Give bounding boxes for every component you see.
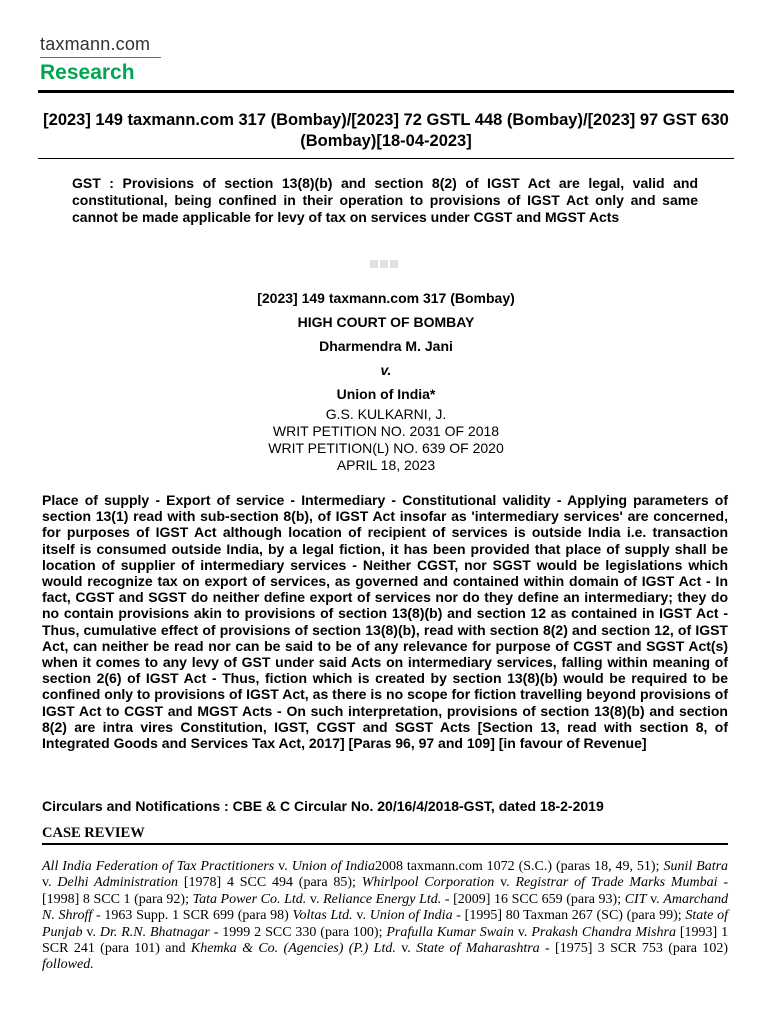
review-versus: v. bbox=[500, 875, 510, 891]
review-party-a: Sunil Batra bbox=[663, 859, 729, 874]
headnote: GST : Provisions of section 13(8)(b) and section 8(2) of IGST Act are legal, valid and constitutional, being confined in their operation to provisions of IGST Act only and same cannot be made applicable for levy of tax on services under CGST and MGST Acts bbox=[72, 175, 698, 225]
review-party-b: Union of India bbox=[291, 859, 375, 874]
review-versus: v. bbox=[356, 908, 366, 924]
review-party-a: State of Punjab bbox=[42, 908, 729, 940]
case-review-heading: CASE REVIEW bbox=[42, 825, 145, 841]
review-citation: - 1999 2 SCC 330 (para 100); bbox=[213, 924, 383, 940]
versus-label: v. bbox=[380, 362, 392, 378]
review-party-a: Khemka & Co. (Agencies) (P.) Ltd. bbox=[190, 941, 396, 957]
logo-section: Research bbox=[40, 61, 135, 84]
review-citation: - [1975] 3 SCR 753 (para 102) bbox=[545, 941, 729, 957]
review-citation: - [1998] 8 SCC 1 (para 92); bbox=[42, 875, 729, 907]
review-versus: v. bbox=[42, 875, 52, 891]
writ-petition-1: WRIT PETITION NO. 2031 OF 2018 bbox=[272, 423, 500, 439]
review-citation: [1993] 1 SCR 241 (para 101) and bbox=[42, 924, 729, 957]
review-party-b: Reliance Energy Ltd. bbox=[323, 891, 442, 907]
review-party-b: Prakash Chandra Mishra bbox=[531, 924, 676, 940]
circulars-notifications: Circulars and Notifications : CBE & C Circular No. 20/16/4/2018-GST, dated 18-2-2019 bbox=[42, 798, 604, 814]
review-citation: - [1995] 80 Taxman 267 (SC) (para 99); bbox=[456, 908, 682, 924]
review-versus: v. bbox=[309, 891, 320, 907]
taxmann-logo[interactable] bbox=[40, 34, 161, 86]
review-party-b: Delhi Administration bbox=[57, 875, 179, 891]
judge-name: G.S. KULKARNI, J. bbox=[325, 406, 447, 422]
court-name: HIGH COURT OF BOMBAY bbox=[297, 314, 475, 330]
petitioner-name: Dharmendra M. Jani bbox=[319, 338, 453, 354]
writ-petition-2: WRIT PETITION(L) NO. 639 OF 2020 bbox=[268, 440, 504, 456]
review-party-a: CIT bbox=[624, 891, 647, 907]
review-party-a: Whirlpool Corporation bbox=[361, 875, 495, 891]
review-citation: - 1963 Supp. 1 SCR 699 (para 98) bbox=[95, 908, 289, 924]
logo-brand: taxmann.com bbox=[40, 34, 151, 54]
review-versus: v. bbox=[86, 924, 96, 940]
citation-title: [2023] 149 taxmann.com 317 (Bombay)/[2023] 72 GSTL 448 (Bombay)/[2023] 97 GST 630 (Bombay)[18-04-2023] bbox=[43, 111, 729, 150]
review-party-a: Tata Power Co. Ltd. bbox=[192, 891, 307, 907]
review-party-b: State of Maharashtra bbox=[416, 941, 540, 957]
review-closing: followed. bbox=[42, 957, 94, 973]
review-citation: [1978] 4 SCC 494 (para 85); bbox=[183, 875, 356, 891]
case-details bbox=[38, 286, 734, 474]
review-party-a: Voltas Ltd. bbox=[292, 908, 353, 924]
case-summary: Place of supply - Export of service - Intermediary - Constitutional validity - Applying parameters of section 13(1) read with sub-section 8(b), of IGST Act insofar as 'intermediary services' are concerned, for purposes of IGST Act although location of recipient of services is outside India i.e. transaction itself is consumed outside India, by a legal fiction, it has been provided that place of supply shall be location of supplier of intermediary services - Neither CGST, nor SGST would be legislations which would recognize tax on export of services, as governed and contained within domain of IGST Act - In fact, CGST and SGST do neither define export of services nor do they define an intermediary; they do no contain provisions akin to provisions of section 13(8)(b) and section 12 as contained in IGST Act - Thus, cumulative effect of provisions of section 13(8)(b), read with section 8(2) and section 12, of IGST Act, can neither be read nor can be said to be of any relevance for purpose of CGST and SGST Act(s) when it comes to any levy of GST under said Acts on intermediary services, falling within meaning of section 2(6) of IGST Act - Thus, fiction which is created by section 13(8)(b) would be required to be confined only to provisions of IGST Act, as there is no scope for fiction travelling beyond provisions of IGST Act to CGST and MGST Acts - On such interpretation, provisions of section 13(8)(b) and section 8(2) are intra vires Constitution, IGST, CGST and SGST Acts [Section 13, read with section 8, of Integrated Goods and Services Tax Act, 2017] [Paras 96, 97 and 109] [in favour of Revenue] bbox=[42, 492, 728, 752]
review-versus: v. bbox=[650, 891, 660, 907]
review-citation: 2008 taxmann.com 1072 (S.C.) (paras 18, 49, 51); bbox=[374, 859, 660, 874]
review-party-b: Union of India bbox=[369, 908, 453, 924]
logo-divider bbox=[40, 57, 161, 58]
case-citation: [2023] 149 taxmann.com 317 (Bombay) bbox=[257, 290, 515, 306]
case-review-list bbox=[42, 859, 728, 974]
review-party-b: Dr. R.N. Bhatnagar bbox=[99, 924, 210, 940]
review-party-a: All India Federation of Tax Practitioners bbox=[42, 859, 275, 874]
case-review-rule bbox=[42, 843, 728, 845]
separator-ornament bbox=[370, 260, 398, 268]
review-party-b: Amarchand N. Shroff bbox=[42, 891, 729, 924]
review-party-b: Registrar of Trade Marks Mumbai bbox=[515, 875, 718, 891]
header-rule bbox=[38, 90, 734, 93]
review-citation: - [2009] 16 SCC 659 (para 93); bbox=[444, 891, 622, 907]
judgment-date: APRIL 18, 2023 bbox=[336, 457, 436, 473]
respondent-name: Union of India* bbox=[336, 386, 436, 402]
review-versus: v. bbox=[517, 924, 528, 940]
review-party-a: Prafulla Kumar Swain bbox=[386, 924, 514, 940]
review-versus: v. bbox=[401, 941, 411, 957]
citation-rule bbox=[38, 158, 734, 159]
review-versus: v. bbox=[278, 859, 288, 874]
